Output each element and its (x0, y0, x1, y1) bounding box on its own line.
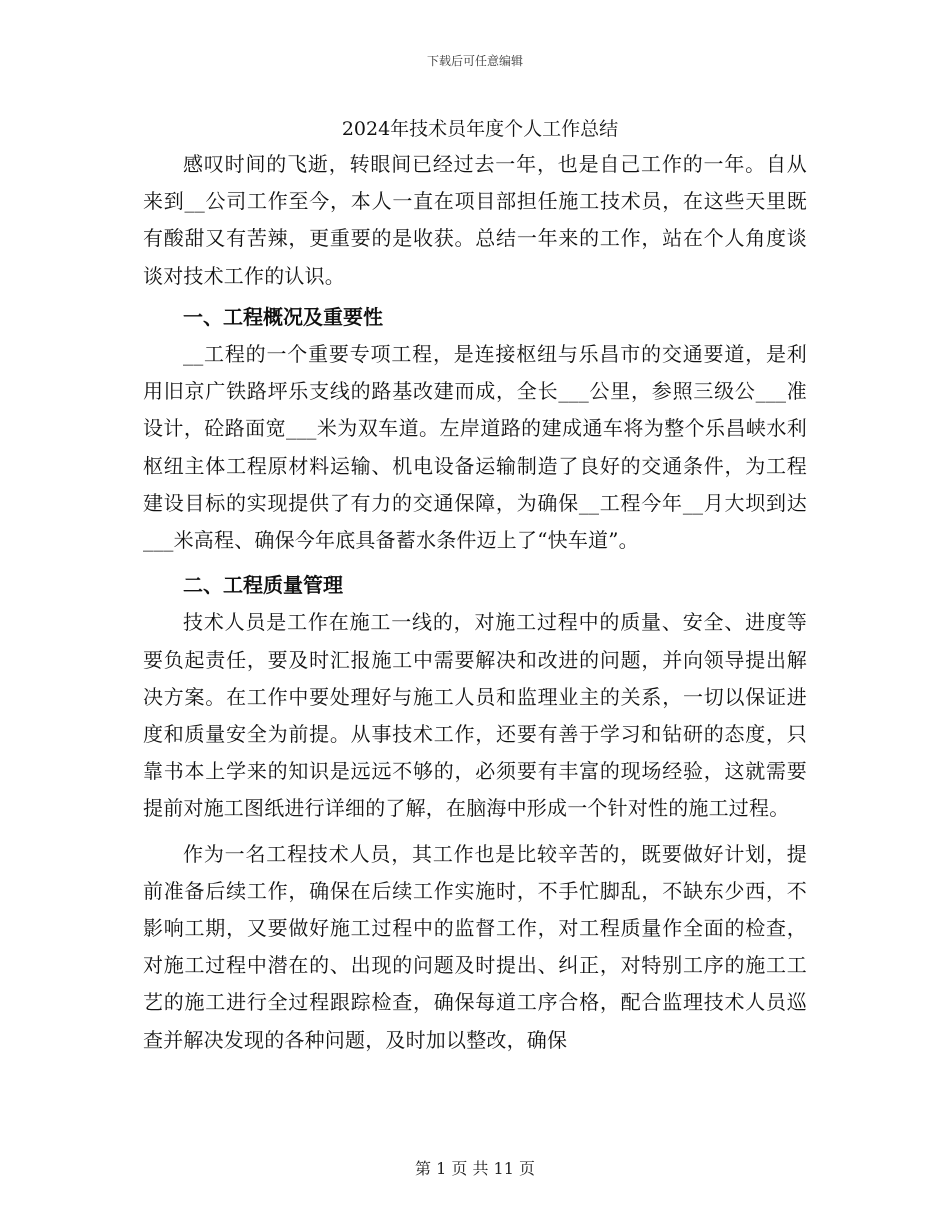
document-title: 2024年技术员年度个人工作总结 (341, 118, 619, 140)
section-2-heading: 二、工程质量管理 (183, 573, 343, 598)
section-2-paragraph-2: 作为一名工程技术人员，其工作也是比较辛苦的，既要做好计划，提前准备后续工作，确保在后续工作实施时，不手忙脚乱，不缺东少西，不影响工期，又要做好施工过程中的监督工作，对工程质量作全面的检查，对施工过程中潜在的、出现的问题及时提出、纠正，对特别工序的施工工艺的施工进行全过程跟踪检查，确保每道工序合格，配合监理技术人员巡查并解决发现的各种问题，及时加以整改，确保 (143, 841, 807, 1052)
section-1-paragraph: __工程的一个重要专项工程，是连接枢纽与乐昌市的交通要道，是利用旧京广铁路坪乐支线的路基改建而成，全长___公里，参照三级公___准设计，砼路面宽___米为双车道。左岸道路的建成通车将为整个乐昌峡水利枢纽主体工程原材料运输、机电设备运输制造了良好的交通条件，为工程建设目标的实现提供了有力的交通保障，为确保__工程今年__月大坝到达___米高程、确保今年底具备蓄水条件迈上了“快车道”。 (143, 342, 807, 553)
document-page (143, 112, 807, 1059)
section-2-paragraph-1: 技术人员是工作在施工一线的，对施工过程中的质量、安全、进度等要负起责任，要及时汇报施工中需要解决和改进的问题，并向领导提出解决方案。在工作中要处理好与施工人员和监理业主的关系，一切以保证进度和质量安全为前提。从事技术工作，还要有善于学习和钻研的态度，只靠书本上学来的知识是远远不够的，必须要有丰富的现场经验，这就需要提前对施工图纸进行详细的了解，在脑海中形成一个针对性的施工过程。 (143, 610, 807, 821)
page-number-footer: 第 1 页 共 11 页 (415, 1159, 535, 1178)
intro-paragraph: 感叹时间的飞逝，转眼间已经过去一年，也是自己工作的一年。自从来到__公司工作至今，本人一直在项目部担任施工技术员，在这些天里既有酸甜又有苦辣，更重要的是收获。总结一年来的工作，站在个人角度谈谈对技术工作的认识。 (143, 152, 807, 288)
section-1-heading: 一、工程概况及重要性 (183, 304, 383, 329)
download-note: 下载后可任意编辑 (426, 54, 523, 68)
